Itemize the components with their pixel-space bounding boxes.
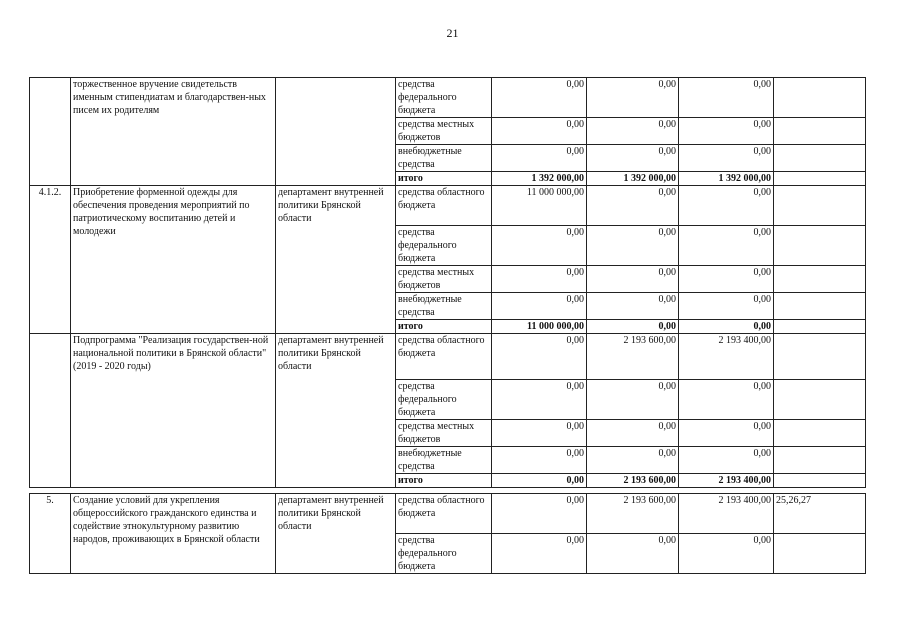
amount-cell: 0,00 — [679, 534, 774, 574]
amount-cell: 0,00 — [587, 447, 679, 474]
measure-cell: Приобретение форменной одежды для обеспечения проведения мероприятий по патриотическому воспитанию детей и молодежи — [71, 186, 276, 334]
funding-source: средства областного бюджета — [396, 334, 492, 380]
amount-cell: 0,00 — [587, 78, 679, 118]
funding-source: средства областного бюджета — [396, 186, 492, 226]
amount-cell: 0,00 — [492, 474, 587, 488]
amount-cell: 0,00 — [679, 118, 774, 145]
funding-source: средства местных бюджетов — [396, 266, 492, 293]
funding-source: средства областного бюджета — [396, 494, 492, 534]
amount-cell: 1 392 000,00 — [587, 172, 679, 186]
funding-source: средства федерального бюджета — [396, 380, 492, 420]
executor-cell: департамент внутренней политики Брянской области — [276, 186, 396, 334]
amount-cell: 0,00 — [587, 226, 679, 266]
row-index: 4.1.2. — [30, 186, 71, 334]
executor-cell: департамент внутренней политики Брянской области — [276, 334, 396, 488]
note-cell — [774, 320, 866, 334]
amount-cell: 0,00 — [587, 320, 679, 334]
amount-cell: 0,00 — [679, 447, 774, 474]
funding-source: внебюджетные средства — [396, 447, 492, 474]
table-row — [30, 334, 866, 380]
note-cell — [774, 474, 866, 488]
executor-cell — [276, 78, 396, 186]
note-cell — [774, 226, 866, 266]
funding-source: средства местных бюджетов — [396, 420, 492, 447]
amount-cell: 2 193 600,00 — [587, 334, 679, 380]
row-index — [30, 78, 71, 186]
note-cell — [774, 293, 866, 320]
amount-cell: 0,00 — [587, 420, 679, 447]
amount-cell: 0,00 — [492, 380, 587, 420]
note-cell — [774, 380, 866, 420]
table-row — [30, 186, 866, 226]
amount-cell: 2 193 400,00 — [679, 474, 774, 488]
measure-cell: Подпрограмма "Реализация государствен-ной национальной политики в Брянской области" (2019 - 2020 годы) — [71, 334, 276, 488]
amount-cell: 0,00 — [679, 380, 774, 420]
amount-cell: 0,00 — [492, 78, 587, 118]
funding-source: средства федерального бюджета — [396, 78, 492, 118]
amount-cell: 0,00 — [492, 447, 587, 474]
row-index: 5. — [30, 494, 71, 574]
amount-cell: 1 392 000,00 — [679, 172, 774, 186]
funding-source: средства местных бюджетов — [396, 118, 492, 145]
executor-cell: департамент внутренней политики Брянской области — [276, 494, 396, 574]
note-cell — [774, 447, 866, 474]
amount-cell: 0,00 — [587, 293, 679, 320]
note-cell — [774, 186, 866, 226]
amount-cell: 0,00 — [492, 118, 587, 145]
amount-cell: 0,00 — [587, 380, 679, 420]
table-row — [30, 494, 866, 534]
amount-cell: 0,00 — [679, 145, 774, 172]
amount-cell: 0,00 — [492, 534, 587, 574]
funding-source: итого — [396, 474, 492, 488]
amount-cell: 0,00 — [492, 334, 587, 380]
amount-cell: 1 392 000,00 — [492, 172, 587, 186]
note-cell — [774, 145, 866, 172]
measure-cell: торжественное вручение свидетельств именным стипендиатам и благодарствен-ных писем их родителям — [71, 78, 276, 186]
note-cell: 25,26,27 — [774, 494, 866, 534]
measure-cell: Создание условий для укрепления общероссийского гражданского единства и содействие этнокультурному развитию народов, проживающих в Брянской области — [71, 494, 276, 574]
amount-cell: 0,00 — [492, 293, 587, 320]
amount-cell: 0,00 — [679, 226, 774, 266]
funding-source: средства федерального бюджета — [396, 226, 492, 266]
funding-source: итого — [396, 172, 492, 186]
table-row — [30, 78, 866, 118]
amount-cell: 2 193 400,00 — [679, 334, 774, 380]
note-cell — [774, 118, 866, 145]
note-cell — [774, 78, 866, 118]
amount-cell: 0,00 — [492, 145, 587, 172]
amount-cell: 0,00 — [679, 266, 774, 293]
amount-cell: 0,00 — [587, 145, 679, 172]
amount-cell: 0,00 — [492, 226, 587, 266]
budget-table — [29, 77, 866, 574]
funding-source: внебюджетные средства — [396, 293, 492, 320]
amount-cell: 0,00 — [492, 420, 587, 447]
amount-cell: 2 193 400,00 — [679, 494, 774, 534]
note-cell — [774, 266, 866, 293]
amount-cell: 0,00 — [587, 118, 679, 145]
amount-cell: 0,00 — [679, 420, 774, 447]
amount-cell: 0,00 — [679, 293, 774, 320]
funding-source: средства федерального бюджета — [396, 534, 492, 574]
note-cell — [774, 534, 866, 574]
amount-cell: 0,00 — [492, 266, 587, 293]
amount-cell: 0,00 — [679, 320, 774, 334]
amount-cell: 11 000 000,00 — [492, 186, 587, 226]
amount-cell: 0,00 — [587, 186, 679, 226]
note-cell — [774, 420, 866, 447]
row-index — [30, 334, 71, 488]
amount-cell: 0,00 — [587, 266, 679, 293]
amount-cell: 0,00 — [679, 186, 774, 226]
amount-cell: 2 193 600,00 — [587, 474, 679, 488]
amount-cell: 2 193 600,00 — [587, 494, 679, 534]
funding-source: внебюджетные средства — [396, 145, 492, 172]
note-cell — [774, 172, 866, 186]
funding-source: итого — [396, 320, 492, 334]
amount-cell: 11 000 000,00 — [492, 320, 587, 334]
page-number: 21 — [446, 26, 459, 40]
note-cell — [774, 334, 866, 380]
amount-cell: 0,00 — [492, 494, 587, 534]
amount-cell: 0,00 — [587, 534, 679, 574]
amount-cell: 0,00 — [679, 78, 774, 118]
